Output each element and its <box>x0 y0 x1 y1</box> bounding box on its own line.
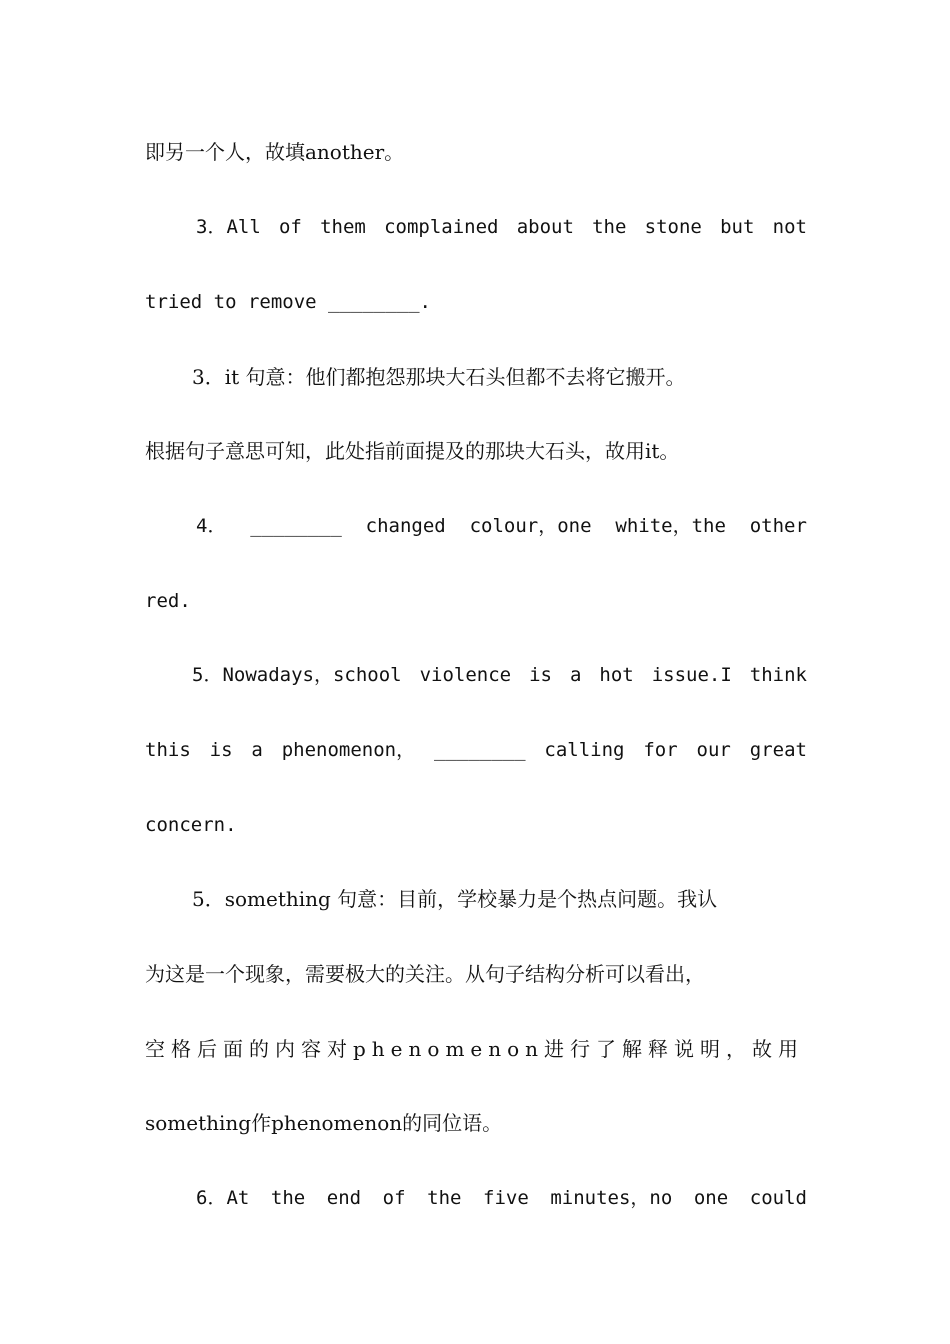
word: end <box>326 1187 362 1209</box>
word: is <box>209 739 233 761</box>
answer-3-line-2: 根据句子意思可知，此处指前面提及的那块大石头，故用it。 <box>145 439 680 463</box>
word: ________ <box>250 515 342 537</box>
word: complained <box>384 216 499 238</box>
word: 3．All <box>196 216 261 238</box>
word: colour，one <box>469 515 592 537</box>
question-3-line-1 <box>196 212 807 242</box>
word: of <box>382 1187 406 1209</box>
word: the <box>427 1187 462 1209</box>
text-line-1: 即另一个人，故填another。 <box>145 140 405 164</box>
word: calling <box>544 739 625 761</box>
word: hot <box>599 664 634 686</box>
word: stone <box>644 216 702 238</box>
word: could <box>749 1187 807 1209</box>
word: 6．At <box>196 1187 250 1209</box>
answer-5-line-2: 为这是一个现象，需要极大的关注。从句子结构分析可以看出， <box>145 962 705 986</box>
answer-3-line-1: 3．it 句意：他们都抱怨那块大石头但都不去将它搬开。 <box>192 365 686 389</box>
word: issue.I <box>651 664 732 686</box>
word: is <box>529 664 552 686</box>
word: but <box>720 216 755 238</box>
word: a <box>569 664 582 686</box>
word: our <box>696 739 731 761</box>
question-5-line-1 <box>192 660 807 690</box>
word: a <box>251 739 263 761</box>
word: ________ <box>434 739 526 761</box>
word: them <box>320 216 366 238</box>
word: phenomenon， <box>281 739 416 761</box>
word: minutes，no <box>550 1187 673 1209</box>
word: great <box>749 739 807 761</box>
word: not <box>772 216 807 238</box>
word: 4． <box>196 515 227 537</box>
word: this <box>145 739 191 761</box>
word: for <box>643 739 678 761</box>
answer-5-line-4: something作phenomenon的同位语。 <box>145 1111 503 1135</box>
word: about <box>516 216 574 238</box>
word: one <box>693 1187 729 1209</box>
answer-5-line-1: 5．something 句意：目前，学校暴力是个热点问题。我认 <box>192 887 718 911</box>
question-5-line-3: concern. <box>145 814 237 836</box>
question-4-line-1 <box>196 511 807 541</box>
word: the <box>592 216 627 238</box>
question-4-line-2: red. <box>145 590 191 612</box>
word: 5．Nowadays，school <box>192 664 402 686</box>
question-5-line-2 <box>145 735 807 765</box>
word: changed <box>365 515 446 537</box>
word: white，the <box>615 515 726 537</box>
word: of <box>278 216 302 238</box>
word: other <box>749 515 807 537</box>
word: think <box>749 664 807 686</box>
question-3-line-2: tried to remove ________. <box>145 291 431 313</box>
question-6-line-1 <box>196 1183 807 1213</box>
word: the <box>270 1187 306 1209</box>
word: violence <box>419 664 512 686</box>
answer-5-line-3: 空格后面的内容对phenomenon进行了解释说明，故用 <box>145 1037 805 1061</box>
word: five <box>483 1187 529 1209</box>
